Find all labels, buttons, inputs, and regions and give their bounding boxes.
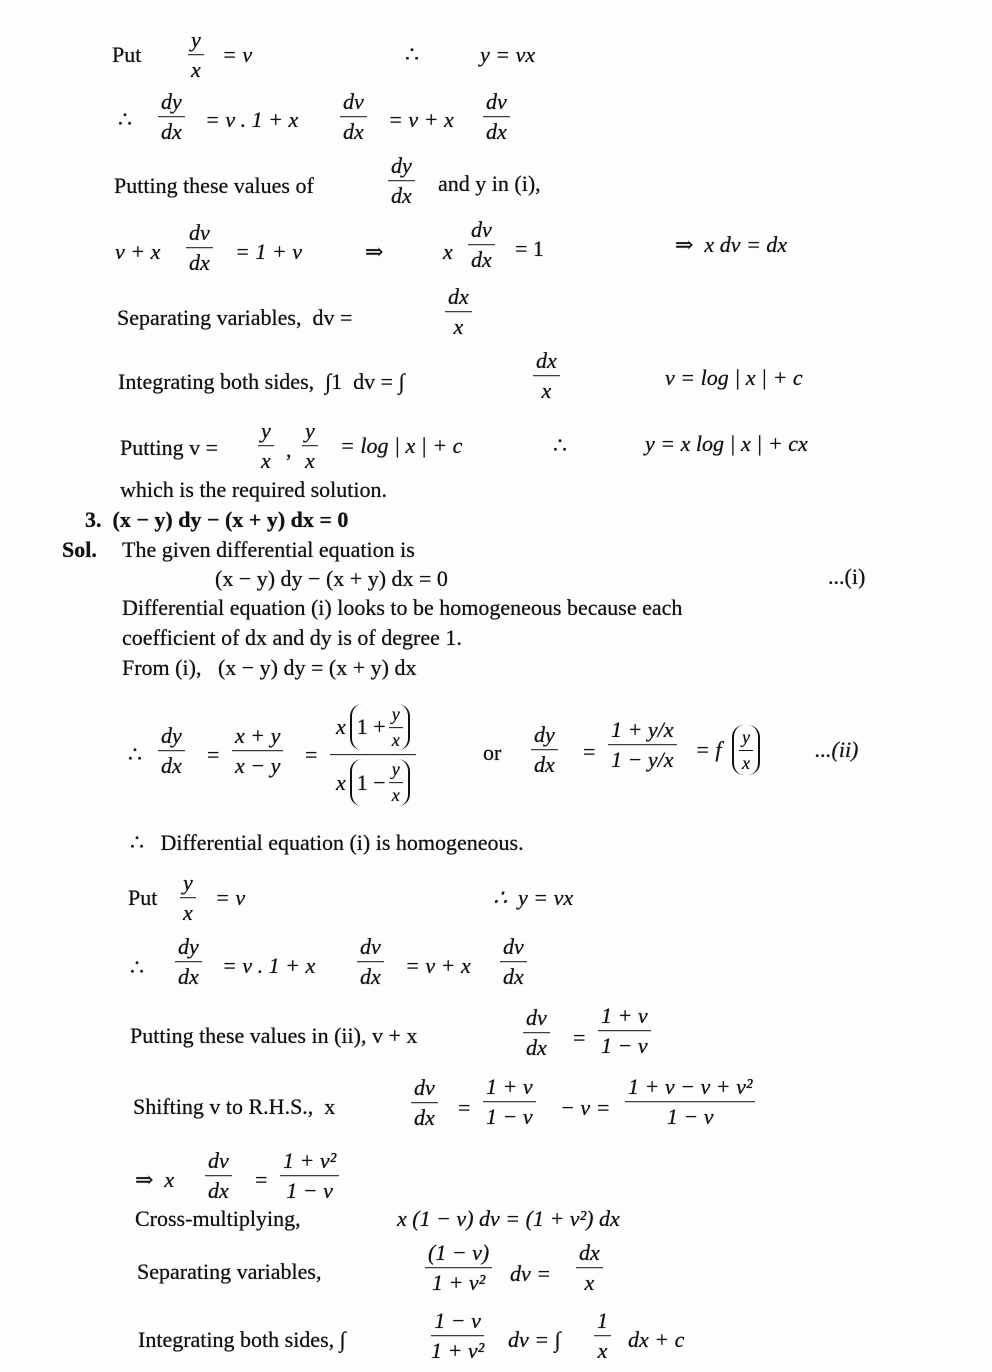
text: Differential equation (i) looks to be homogeneous because each	[122, 595, 683, 620]
fraction: dy dx	[175, 934, 202, 990]
therefore: ∴	[128, 742, 142, 767]
therefore: ∴	[553, 433, 567, 458]
text: Shifting v to R.H.S., x	[133, 1094, 336, 1119]
text: or	[483, 740, 502, 765]
text: Putting v =	[120, 435, 218, 460]
text: Put	[112, 42, 142, 67]
therefore: ∴	[130, 955, 144, 980]
fraction: dx x	[576, 1240, 603, 1296]
text: dx + c	[628, 1327, 685, 1352]
equation-tag: ...(ii)	[815, 737, 859, 762]
fraction: dy dx	[531, 722, 558, 778]
fraction: y x	[302, 418, 318, 474]
fraction: dv dx	[523, 1005, 550, 1061]
text: dv = ∫	[508, 1327, 561, 1352]
fraction-big: x 1 + $\frac{y}{x}$ x 1 − $\frac{y}{x}$	[330, 700, 416, 810]
text: dv =	[510, 1261, 552, 1286]
text: y = vx	[480, 42, 536, 67]
text: v = log | x | + c	[665, 365, 803, 390]
fraction: dv dx	[483, 89, 510, 145]
fraction: dv dx	[500, 934, 527, 990]
text: and y in (i),	[438, 171, 541, 196]
text: v + x	[115, 239, 161, 264]
solution-label: Sol.	[62, 537, 97, 562]
text: = 1 + v	[235, 239, 302, 264]
text: x	[443, 239, 453, 264]
fraction: x + y x − y	[232, 723, 283, 779]
therefore: ∴	[405, 42, 419, 67]
text: Cross-multiplying,	[135, 1206, 301, 1231]
text: = v . 1 + x	[222, 953, 316, 978]
text: ∴ y = vx	[493, 885, 574, 910]
fraction: dx x	[445, 284, 472, 340]
fraction: 1 + y/x 1 − y/x	[608, 717, 677, 773]
text: =	[305, 742, 318, 767]
text: Put	[128, 885, 158, 910]
fraction: dv dx	[205, 1148, 232, 1204]
problem-heading: 3. (x − y) dy − (x + y) dx = 0	[85, 507, 349, 532]
fraction: dv dx	[186, 220, 213, 276]
implies: ⇒	[365, 239, 384, 264]
text: x (1 − v) dv = (1 + v²) dx	[397, 1206, 620, 1231]
text: y = x log | x | + cx	[645, 431, 808, 456]
text: ⇒ x	[135, 1167, 175, 1192]
text: The given differential equation is	[122, 537, 415, 562]
text: − v =	[560, 1095, 611, 1120]
fraction: dv dx	[411, 1075, 438, 1131]
text: Integrating both sides, ∫1 dv = ∫	[118, 369, 405, 394]
fraction: dy dx	[158, 723, 185, 779]
fraction: 1 + v 1 − v	[483, 1074, 536, 1130]
text: =	[255, 1167, 268, 1192]
fraction: dv dx	[357, 934, 384, 990]
text: ∴ Differential equation (i) is homogeneous.	[130, 830, 524, 855]
text: = v	[222, 42, 253, 67]
text: Integrating both sides, ∫	[138, 1327, 346, 1352]
fraction: y x	[188, 27, 204, 83]
text: = v + x	[388, 107, 454, 132]
fraction-paren: y x	[732, 725, 760, 775]
text: = v . 1 + x	[205, 107, 299, 132]
fraction: dv dx	[340, 89, 367, 145]
text: ⇒ x dv = dx	[675, 232, 788, 257]
text: = 1	[515, 236, 544, 261]
text: From (i), (x − y) dy = (x + y) dx	[122, 655, 417, 680]
therefore: ∴	[118, 107, 132, 132]
text: = v + x	[405, 953, 471, 978]
fraction: y x	[180, 870, 196, 926]
text: = log | x | + c	[340, 433, 463, 458]
text: =	[207, 742, 220, 767]
equation: (x − y) dy − (x + y) dx = 0	[215, 566, 448, 591]
text: = f	[695, 737, 722, 762]
fraction: dv dx	[468, 217, 495, 273]
fraction: 1 + v² 1 − v	[280, 1148, 339, 1204]
fraction: dx x	[533, 348, 560, 404]
text: Putting these values of	[114, 173, 314, 198]
fraction: dy dx	[158, 89, 185, 145]
text: ,	[286, 437, 292, 462]
text: Separating variables,	[137, 1259, 322, 1284]
fraction: 1 + v 1 − v	[598, 1003, 651, 1059]
fraction: 1 − v 1 + v²	[431, 1308, 485, 1364]
fraction: y x	[258, 418, 274, 474]
text: which is the required solution.	[120, 477, 388, 502]
fraction: (1 − v) 1 + v²	[425, 1240, 492, 1296]
fraction: 1 x	[594, 1308, 611, 1364]
fraction: dy dx	[388, 153, 415, 209]
text: Putting these values in (ii), v + x	[130, 1023, 418, 1048]
text: coefficient of dx and dy is of degree 1.	[122, 625, 462, 650]
fraction: 1 + v − v + v² 1 − v	[625, 1074, 755, 1130]
text: Separating variables, dv =	[117, 305, 353, 330]
text: = v	[215, 885, 246, 910]
equation-tag: ...(i)	[828, 564, 866, 589]
text: =	[583, 739, 596, 764]
text: =	[573, 1025, 586, 1050]
text: =	[458, 1095, 471, 1120]
